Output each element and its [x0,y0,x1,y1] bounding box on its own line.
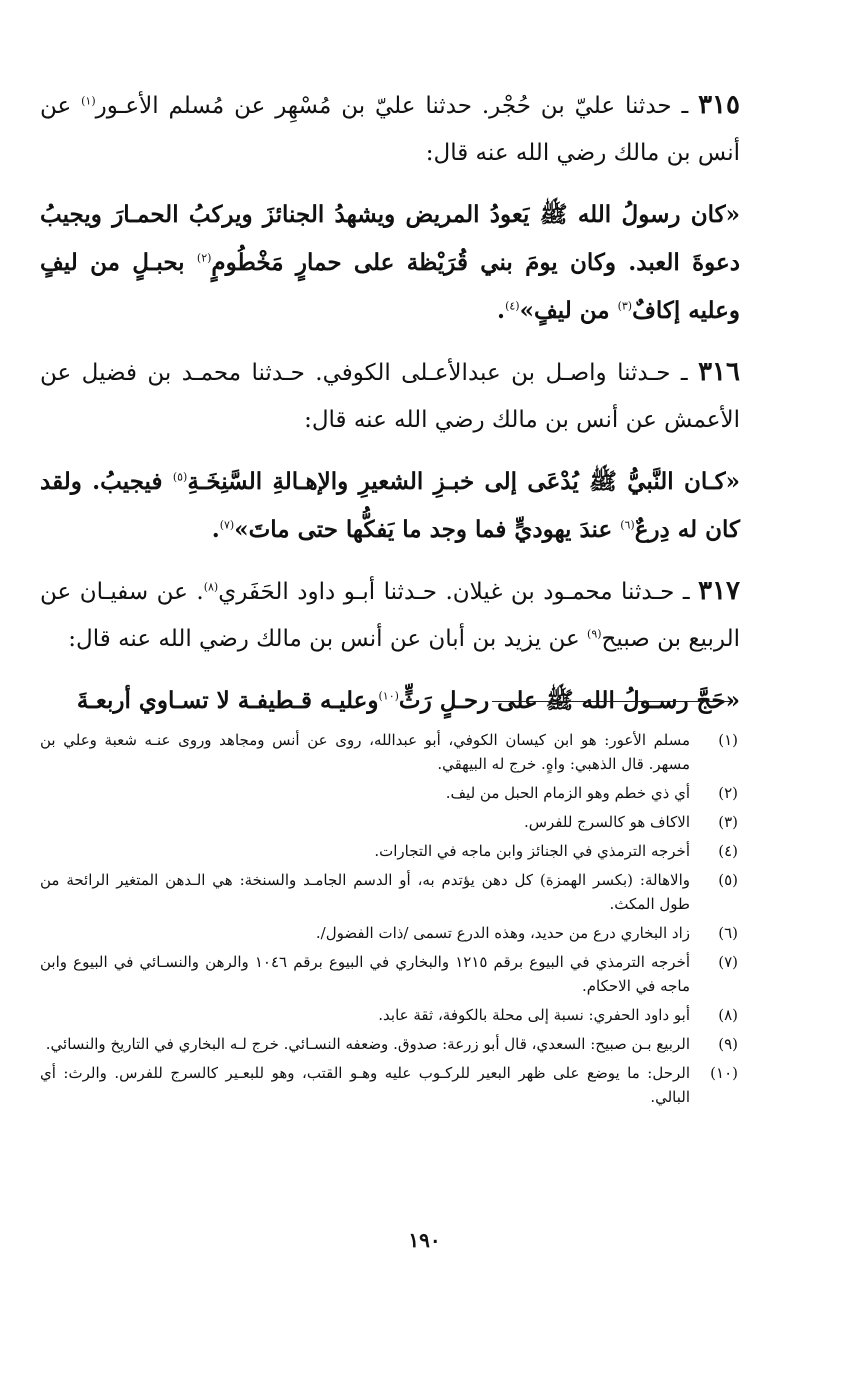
page-number: ١٩٠ [408,1228,441,1252]
footnote-item [40,1032,738,1056]
hadith-number: ٣١٥ [698,90,740,120]
footnote-number: (٣) [718,813,738,831]
footnote-number: (٨) [718,1006,738,1024]
footnote-marker: (٧) [219,518,235,532]
isnad-text: عن أنس بن مالك رضي الله عنه قال: [40,93,740,166]
isnad-text: ـ حـدثنا محمـود بن غيلان. حـدثنا أبـو داود الحَفَري [218,579,699,605]
footnotes [40,728,738,1114]
footnote-number: (٤) [718,842,738,860]
footnote-text: مسلم الأعور: هو ابن كيسان الكوفي، أبو عبدالله، روى عن أنس ومجاهد وروى عنـه شعبة وعلي بن مسهر. قال الذهبي: واهٍ. خرج له البيهقي. [40,731,690,773]
hadith-number: ٣١٧ [698,576,741,606]
footnote-separator [492,701,732,702]
footnote-marker: (٩) [587,627,602,641]
isnad-text: عن يزيد بن أبان عن أنس بن مالك رضي الله عنه قال: [68,626,588,652]
matn-text: بحبـلٍ من ليفٍ وعليه إكافٌ [40,249,740,324]
footnote-marker: (٨) [203,580,219,594]
footnote-item [40,781,738,805]
footnote-marker: (١٠) [378,689,399,703]
isnad-text: ـ حـدثنا واصـل بن عبدالأعـلى الكوفي. حـدثنا محمـد بن فضيل عن الأعمش عن أنس بن مالك رضي الله عنه قال: [40,360,740,433]
footnote-item [40,839,738,863]
footnote-item [40,1061,738,1109]
matn-text: «حَجَّ رسـولُ الله ﷺ على رحـلٍ رَثٍّ [398,687,740,714]
footnote-number: (١٠) [710,1064,738,1082]
matn-text: . [211,516,220,543]
matn-text: وعليـه قـطيفـة لا تسـاوي أربعـةَ [76,687,379,714]
hadith-315-text [40,191,740,335]
footnote-number: (٥) [718,871,738,889]
isnad-text: . عن سفيـان عن الربيع بن صبيح [40,579,740,652]
footnote-number: (٩) [718,1035,738,1053]
isnad-text: ـ حدثنا عليّ بن حُجْر. حدثنا عليّ بن مُسْهِر عن مُسلم الأعـور [95,93,699,119]
hadith-317-chain [40,568,740,663]
footnote-text: الاكاف هو كالسرج للفرس. [523,813,690,831]
footnote-text: أبو داود الحفري: نسبة إلى محلة بالكوفة، ثقة عابد. [378,1006,690,1024]
footnote-text: زاد البخاري درع من حديد، وهذه الدرع تسمى /ذات الفضول/. [315,924,690,942]
footnote-text: أخرجه الترمذي في البيوع برقم ١٢١٥ والبخاري في البيوع برقم ١٠٤٦ والرهن والنسـائي في البيوع وابن ماجه في الاحكام. [40,953,691,995]
footnote-item [40,810,738,834]
footnote-marker: (٣) [617,299,633,313]
footnote-number: (٧) [718,953,738,971]
footnote-number: (١) [718,731,738,749]
footnote-item [40,1003,738,1027]
matn-text: عندَ يهوديٍّ فما وجد ما يَفكُّها حتى ماتَ» [234,516,621,543]
footnote-text: الرحل: ما يوضع على ظهر البعير للركـوب عليه وهـو القتب، وهو للبعـير كالسرج للفرس. والرث: أي البالي. [40,1064,690,1106]
footnote-marker: (١) [81,94,96,108]
footnote-text: أي ذي خطم وهو الزمام الحبل من ليف. [445,784,690,802]
footnote-marker: (٢) [196,251,212,265]
hadith-316-chain [40,349,740,444]
footnote-marker: (٦) [620,518,635,532]
main-text [40,82,740,739]
footnote-number: (٢) [718,784,738,802]
footnote-item [40,950,738,998]
matn-text: . [497,297,506,324]
footnote-item [40,728,738,776]
footnote-item [40,921,738,945]
footnote-number: (٦) [718,924,738,942]
footnote-marker: (٥) [172,470,188,484]
hadith-number: ٣١٦ [698,357,740,387]
hadith-315-chain [40,82,740,177]
footnote-text: أخرجه الترمذي في الجنائز وابن ماجه في التجارات. [374,842,690,860]
footnote-marker: (٤) [505,299,520,313]
footnote-text: الربيع بـن صبيح: السعدي، قال أبو زرعة: صدوق. وضعفه النسـائي. خرج لـه البخاري في التاريخ والنسائي. [45,1035,690,1053]
matn-text: فيجيبُ. ولقد كان له دِرعٌ [40,468,740,543]
matn-text: «كـان النَّبيُّ ﷺ يُدْعَى إلى خبـزِ الشعيرِ والإهـالةِ السَّنِخَـةِ [187,468,740,495]
footnote-item [40,868,738,916]
hadith-316-text [40,458,740,554]
footnote-text: والاهالة: (بكسر الهمزة) كل دهن يؤتدم به، أو الدسم الجامـد والسنخة: هي الـدهن المتغير الرائحة من طول المكث. [40,871,690,913]
matn-text: من ليفٍ» [519,297,618,324]
matn-text: «كان رسولُ الله ﷺ يَعودُ المريض ويشهدُ الجنائزَ ويركبُ الحمـارَ ويجيبُ دعوةَ العبد. وكان يومَ بني قُرَيْظة على حمارٍ مَخْطُومٍ [40,201,740,276]
